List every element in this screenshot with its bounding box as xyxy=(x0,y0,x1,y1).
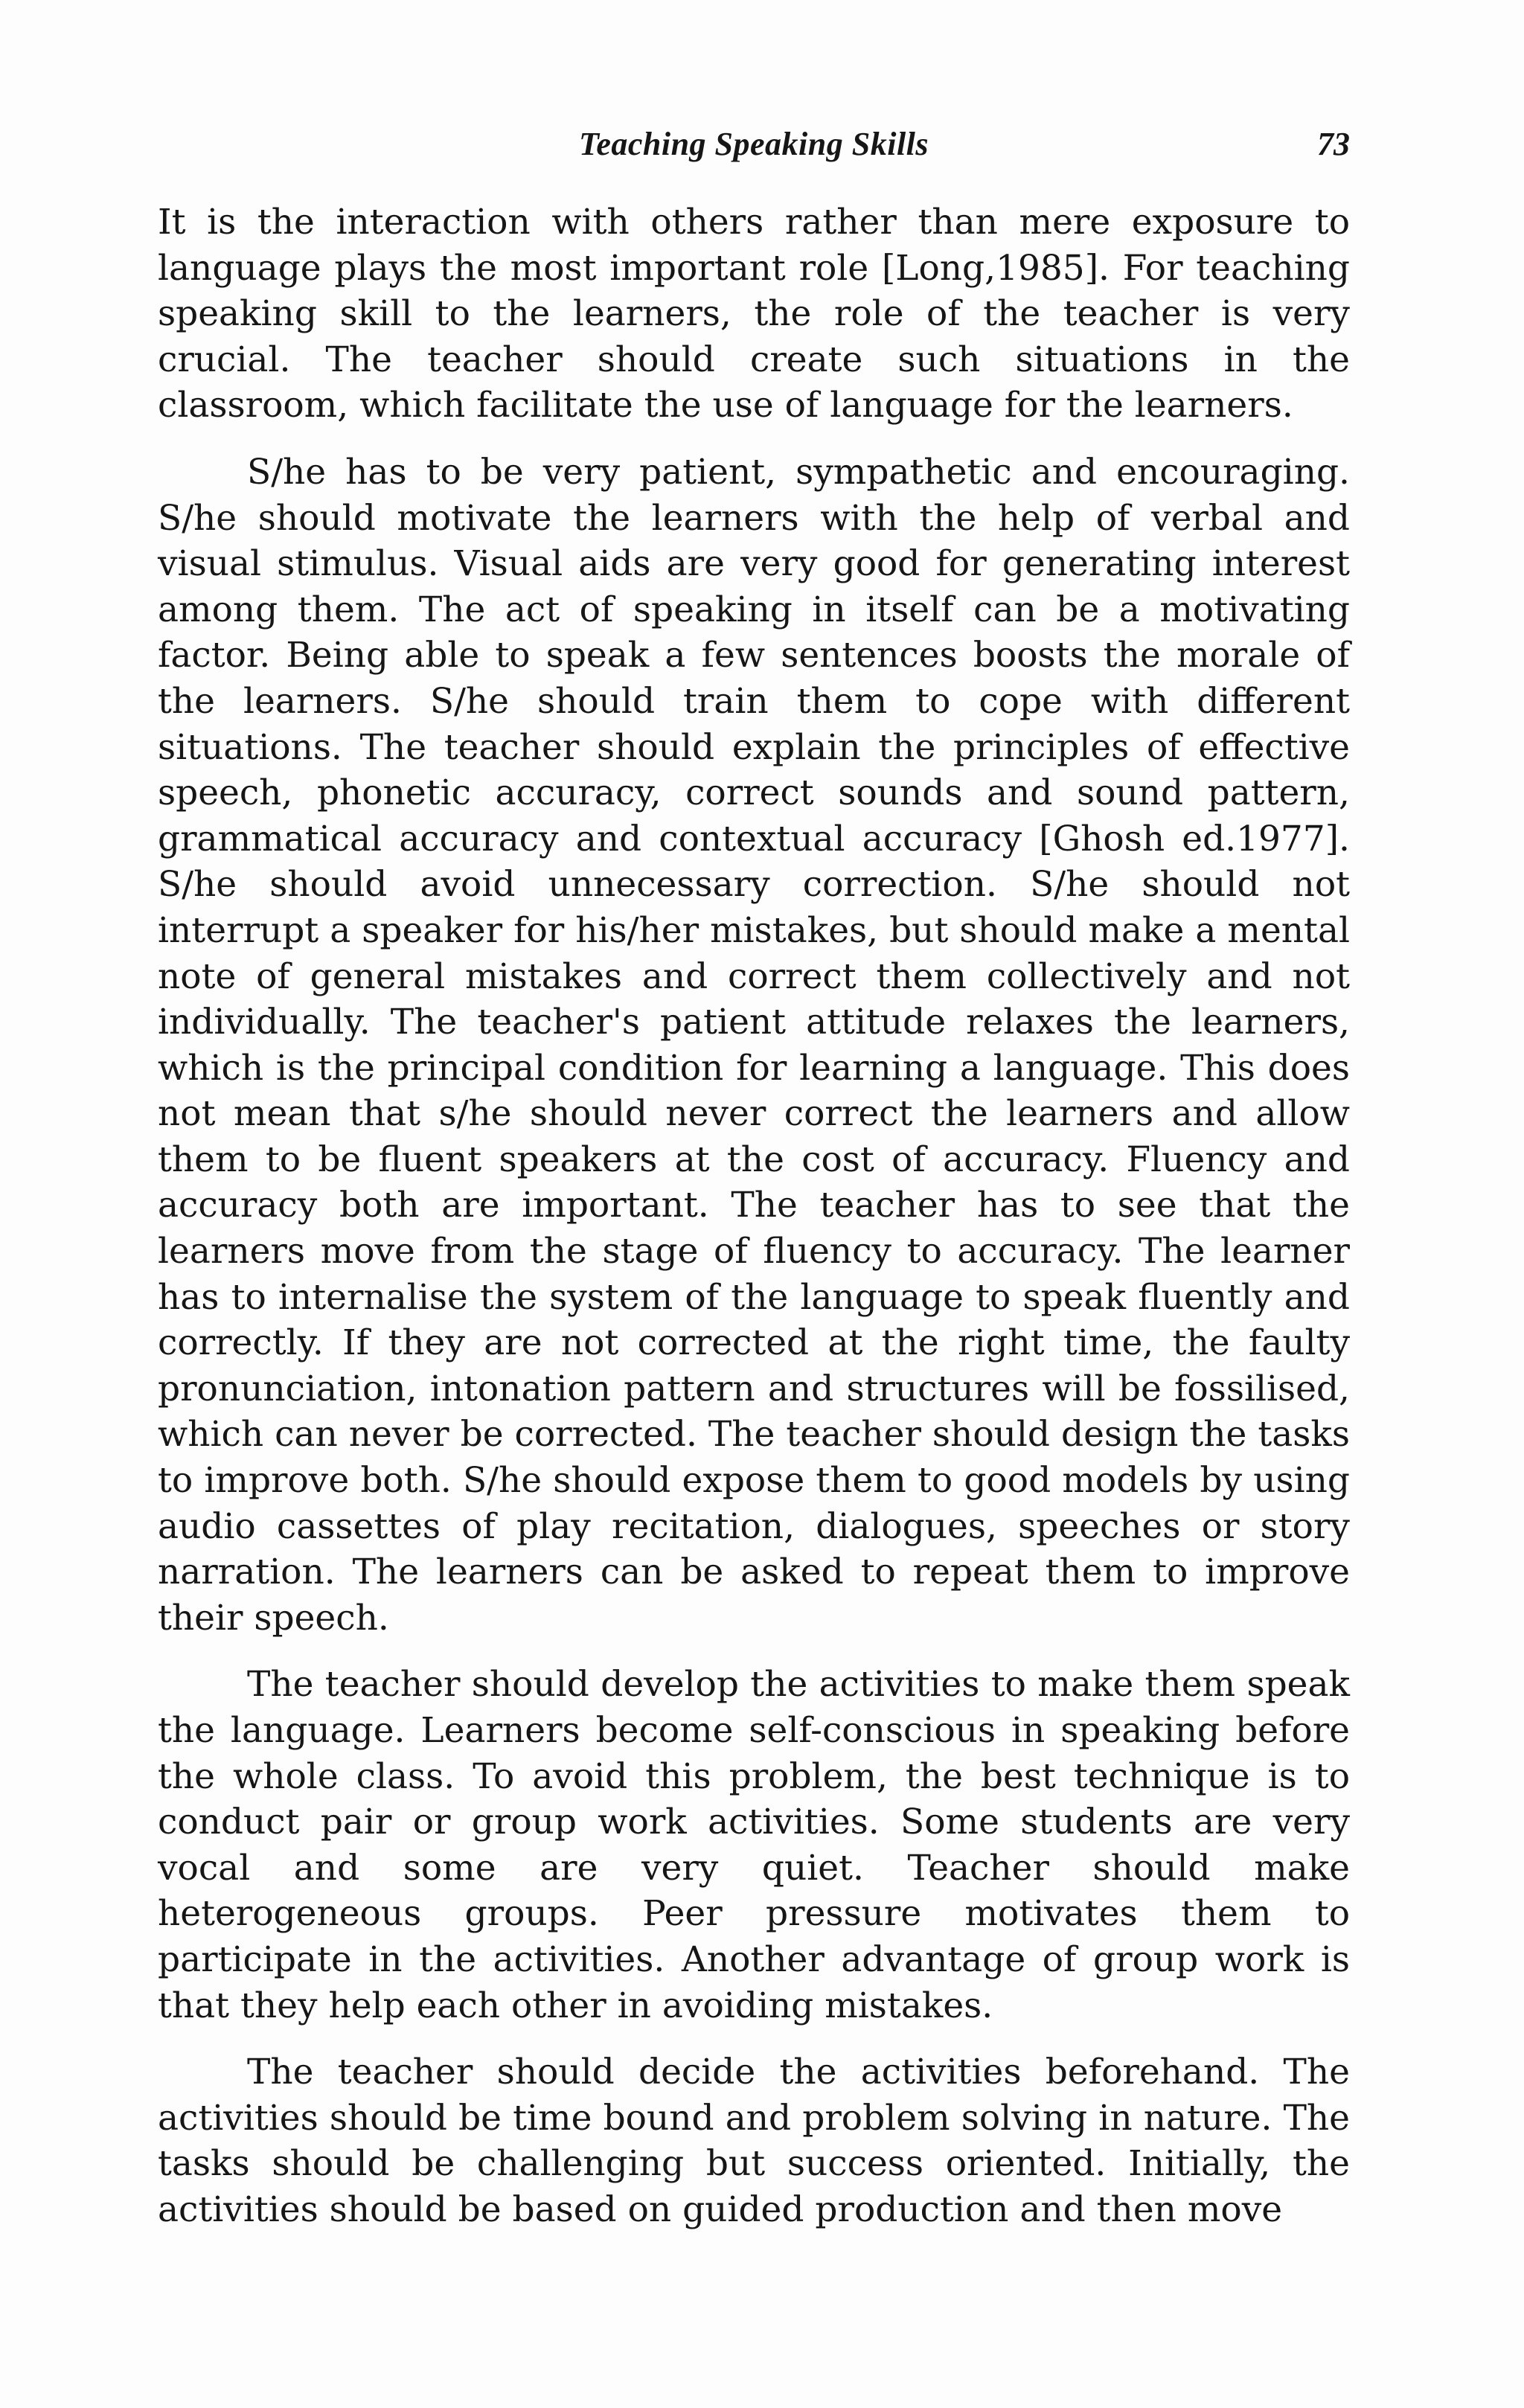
running-title: Teaching Speaking Skills xyxy=(578,126,929,162)
page-number: 73 xyxy=(1317,126,1350,162)
body-text xyxy=(158,199,1350,2254)
paragraph-2: S/he has to be very patient, sympathetic and encouraging. S/he should motivate the learners with the help of verbal and visual stimulus. Visual aids are very good for generating interest among them. The act of speaking in itself can be a motivating factor. Being able to speak a few sentences boosts the morale of the learners. S/he should train them to cope with different situations. The teacher should explain the principles of effective speech, phonetic accuracy, correct sounds and sound pattern, grammatical accuracy and contextual accuracy [Ghosh ed.1977]. S/he should avoid unnecessary correction. S/he should not interrupt a speaker for his/her mistakes, but should make a mental note of general mistakes and correct them collectively and not individually. The teacher's patient attitude relaxes the learners, which is the principal condition for learning a language. This does not mean that s/he should never correct the learners and allow them to be fluent speakers at the cost of accuracy. Fluency and accuracy both are important. The teacher has to see that the learners move from the stage of fluency to accuracy. The learner has to internalise the system of the language to speak fluently and correctly. If they are not corrected at the right time, the faulty pronunciation, intonation pattern and structures will be fossilised, which can never be corrected. The teacher should design the tasks to improve both. S/he should expose them to good models by using audio cassettes of play recitation, dialogues, speeches or story narration. The learners can be asked to repeat them to improve their speech. xyxy=(158,451,1350,1639)
paragraph-4: The teacher should decide the activities beforehand. The activities should be time bound and problem solving in nature. The tasks should be challenging but success oriented. Initially, the activities should be based on guided production and then move xyxy=(158,2052,1350,2230)
paragraph-1: It is the interaction with others rather than mere exposure to language plays the most important role [Long,1985]. For teaching speaking skill to the learners, the role of the teacher is very crucial. The teacher should create such situations in the classroom, which facilitate the use of language for the learners. xyxy=(158,202,1350,426)
running-header xyxy=(158,125,1350,170)
paragraph-3: The teacher should develop the activities to make them speak the language. Learners become self-conscious in speaking before the whole class. To avoid this problem, the best technique is to conduct pair or group work activities. Some students are very vocal and some are very quiet. Teacher should make heterogeneous groups. Peer pressure motivates them to participate in the activities. Another advantage of group work is that they help each other in avoiding mistakes. xyxy=(158,1664,1350,2026)
